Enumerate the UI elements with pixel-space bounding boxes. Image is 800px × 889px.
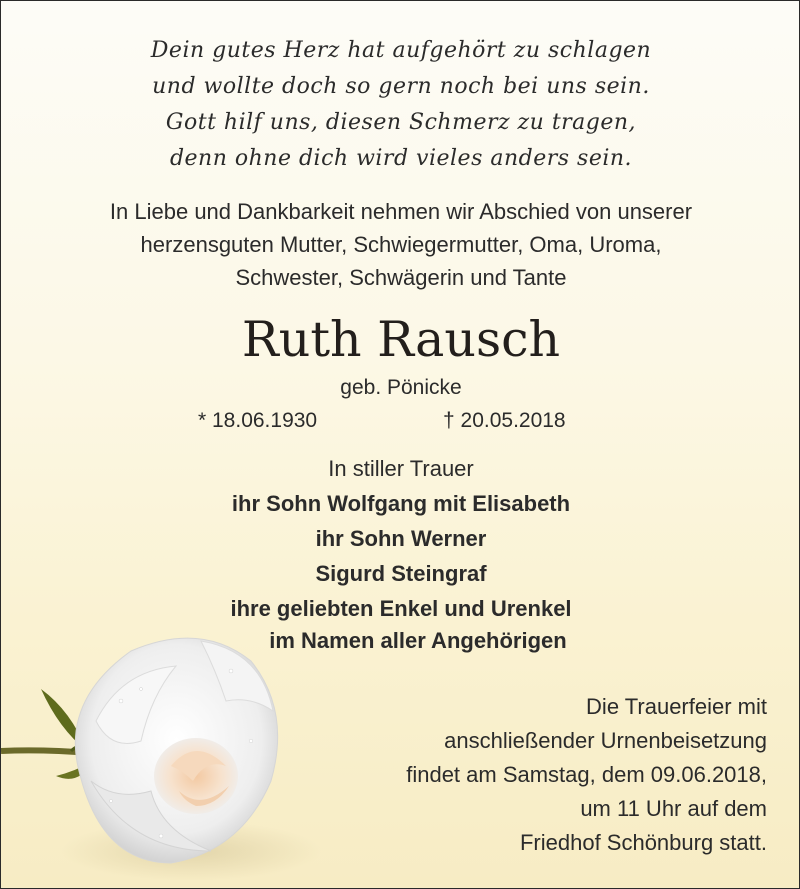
mourner-line: ihr Sohn Werner [315, 526, 487, 551]
poem-line: Gott hilf uns, diesen Schmerz zu tragen, [165, 110, 637, 135]
birth-date: * 18.06.1930 [198, 409, 318, 432]
intro-line: In Liebe und Dankbarkeit nehmen wir Abschied von unserer [109, 199, 693, 224]
mourner-line: Sigurd Steingraf [315, 561, 487, 586]
poem-line: und wollte doch so gern noch bei uns sein. [152, 74, 650, 99]
death-date: † 20.05.2018 [443, 409, 566, 432]
deceased-name: Ruth Rausch [241, 311, 561, 368]
intro-line: Schwester, Schwägerin und Tante [235, 265, 567, 290]
funeral-line: anschließender Urnenbeisetzung [444, 728, 767, 753]
white-rose-icon [1, 601, 321, 889]
poem-line: Dein gutes Herz hat aufgehört zu schlagen [150, 38, 652, 63]
maiden-name: geb. Pönicke [340, 376, 462, 399]
mourners-heading: In stiller Trauer [328, 456, 474, 481]
mourner-line: im Namen aller Angehörigen [269, 628, 567, 653]
mourner-line: ihr Sohn Wolfgang mit Elisabeth [231, 491, 571, 516]
funeral-line: um 11 Uhr auf dem [580, 796, 767, 821]
poem-line: denn ohne dich wird vieles anders sein. [169, 146, 633, 171]
mourner-line: ihre geliebten Enkel und Urenkel [230, 596, 572, 621]
funeral-line: findet am Samstag, dem 09.06.2018, [406, 762, 767, 787]
intro-line: herzensguten Mutter, Schwiegermutter, Oma, Uroma, [140, 232, 662, 257]
funeral-line: Die Trauerfeier mit [586, 694, 767, 719]
funeral-line: Friedhof Schönburg statt. [519, 830, 767, 855]
